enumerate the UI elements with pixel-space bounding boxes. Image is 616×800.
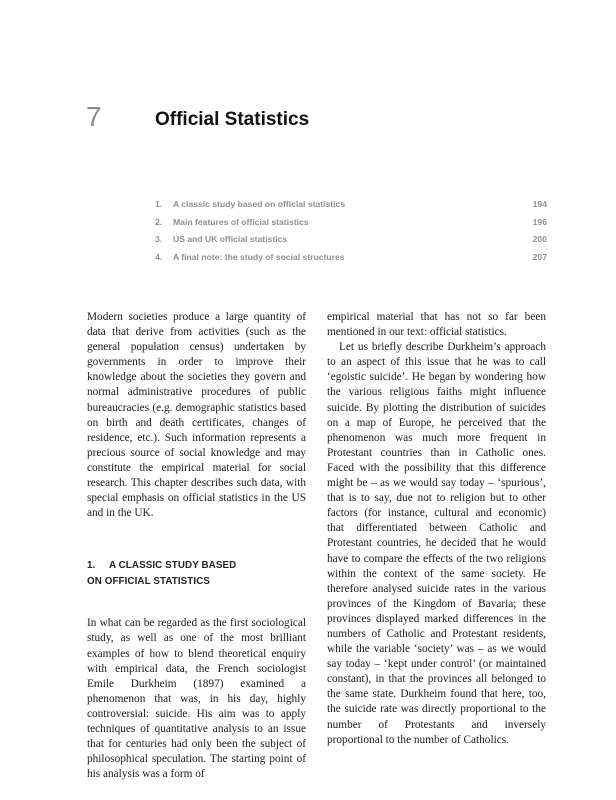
toc-entry bbox=[155, 249, 547, 267]
chapter-number: 7 bbox=[86, 101, 102, 132]
section-heading-line-1: A CLASSIC STUDY BASED bbox=[109, 560, 237, 572]
toc-entry bbox=[155, 214, 547, 232]
toc-entry-page: 200 bbox=[532, 234, 547, 244]
toc-entry-title: A classic study based on official statistics bbox=[173, 199, 346, 209]
toc-entry bbox=[155, 196, 547, 214]
left-column bbox=[87, 310, 306, 782]
toc-entry-number: 4. bbox=[155, 251, 163, 262]
chapter-title: Official Statistics bbox=[155, 109, 310, 130]
toc-entry-page: 194 bbox=[532, 199, 547, 209]
toc-entry-number: 1. bbox=[155, 199, 163, 209]
toc-entry bbox=[155, 231, 547, 249]
toc-entry-page: 207 bbox=[532, 251, 547, 262]
body-paragraph: In what can be regarded as the first sociological study, as well as one of the most brilliant examples of how to blend theoretical enquiry with empirical data, the French sociologist Emile Durkheim (1897) examined a phenomenon that was, in his day, highly controversial: suicide. His aim was to apply techniques of quantitative analysis to an issue that for centuries had only been the subject of philosophical speculation. The starting point of his analysis was a form of bbox=[87, 617, 306, 781]
toc-entry-number: 2. bbox=[155, 216, 163, 227]
section-heading bbox=[87, 558, 306, 589]
intro-paragraph: Modern societies produce a large quantity of data that derive from activities (such as the general population census) undertaken by governments in order to improve their knowledge about the societies they govern and normal administrative procedures of public bureaucracies (e.g. demographic statistics based on birth and death certificates, changes of residence, etc.). Such information represents a precious source of social knowledge and may constitute the empirical material for social research. This chapter describes such data, with special emphasis on official statistics in the US and in the UK. bbox=[87, 311, 306, 520]
toc-entry-page: 196 bbox=[532, 216, 547, 227]
body-paragraph: empirical material that has not so far been mentioned in our text: official statistics. bbox=[327, 311, 546, 339]
section-number: 1. bbox=[87, 560, 96, 572]
toc-entry-title: A final note: the study of social structures bbox=[173, 251, 345, 262]
chapter-contents bbox=[155, 196, 547, 266]
toc-entry-title: US and UK official statistics bbox=[173, 234, 288, 244]
section-heading-line-2: ON OFFICIAL STATISTICS bbox=[87, 575, 211, 587]
right-column bbox=[327, 310, 546, 748]
toc-entry-number: 3. bbox=[155, 234, 163, 244]
body-paragraph: Let us briefly describe Durkheim’s approach to an aspect of this issue that he was to call ‘egoistic suicide’. He began by wondering how the various religious faiths might influence suicide. By plotting the distribution of suicides on a map of Europe, he perceived that the phenomenon was much more frequent in Protestant countries than in Catholic ones. Faced with the possibility that this difference might be – as we would say today – ‘spurious’, that is to say, due not to religion but to other factors (for instance, cultural and economic) that differentiated between Catholic and Protestant countries, he decided that he would have to compare the effects of the two religions within the context of the same society. He therefore analysed suicide rates in the various provinces of the Kingdom of Bavaria; these provinces displayed marked differences in the numbers of Catholic and Protestant residents, while the variable ‘society’ was – as we would say today – ‘kept under control’ (or maintained constant), in that the provinces all belonged to the same state. Durkheim found that here, too, the suicide rate was directly proportional to the number of Protestants and inversely proportional to the number of Catholics. bbox=[327, 341, 546, 746]
toc-entry-title: Main features of official statistics bbox=[173, 216, 309, 227]
